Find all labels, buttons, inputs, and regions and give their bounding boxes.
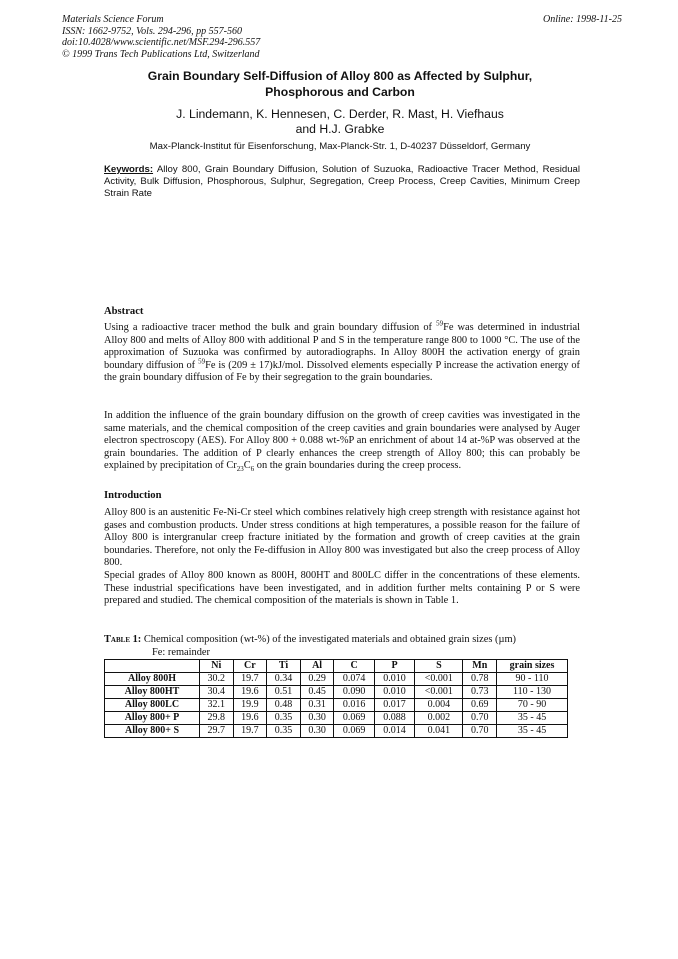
abstract-p1-text-c: Fe is (209 ± 17)kJ/mol. Dissolved elements especially P increase the activation energy of the grain boundary diffusion of Fe by their segregation to the grain boundaries.	[104, 359, 580, 383]
abstract-paragraph-2	[104, 410, 580, 473]
journal-name: Materials Science Forum	[62, 14, 164, 25]
table-header-cell: Ti	[267, 660, 301, 673]
table-header-cell: Al	[300, 660, 334, 673]
table-cell: 0.30	[300, 712, 334, 725]
table-cell: 0.29	[300, 673, 334, 686]
table-header-cell: Mn	[463, 660, 497, 673]
table-cell: 0.088	[374, 712, 414, 725]
keywords-label: Keywords:	[104, 164, 154, 175]
table-cell: 0.041	[415, 725, 463, 738]
table-cell: 110 - 130	[497, 686, 568, 699]
table-row	[105, 725, 568, 738]
abstract-p1-text-b: Fe was determined in industrial Alloy 800 and melts of Alloy 800 with additional P and S in the temperature range 800 to 1000 °C. The use of the approximation of Suzuoka was confirmed by autoradiographs. In Alloy 800H the activation energy of grain boundary diffusion of	[104, 322, 581, 371]
abstract-paragraph-1	[104, 319, 581, 385]
table-header-row	[105, 660, 568, 673]
table-cell: 0.014	[374, 725, 414, 738]
table-cell: 0.017	[374, 699, 414, 712]
author-list	[80, 107, 600, 137]
table-cell: 0.074	[334, 673, 374, 686]
table-header-cell	[105, 660, 200, 673]
table-cell: 30.4	[200, 686, 234, 699]
table-cell: 0.069	[334, 712, 374, 725]
table-cell: 0.73	[463, 686, 497, 699]
table-cell: 0.69	[463, 699, 497, 712]
title-line-2: Phosphorous and Carbon	[265, 84, 415, 99]
table-cell: 0.70	[463, 712, 497, 725]
table-row-label: Alloy 800+ P	[105, 712, 200, 725]
table-cell: 35 - 45	[497, 725, 568, 738]
table-row-label: Alloy 800LC	[105, 699, 200, 712]
table-cell: 0.090	[334, 686, 374, 699]
table-cell: 0.35	[267, 712, 301, 725]
introduction-paragraph-1: Alloy 800 is an austenitic Fe-Ni-Cr steel which combines relatively high creep strength with resistance against hot gases and combustion products. Under stress conditions at high temperatures, a possible reason for the failure of Alloy 800 is intergranular creep fracture initiated by the formation and growth of creep cavities at the grain boundaries. Therefore, not only the Fe-diffusion in Alloy 800 was investigated but also the creep process of Alloy 800.	[104, 507, 580, 568]
composition-table	[104, 659, 568, 738]
copyright-line: © 1999 Trans Tech Publications Ltd, Switzerland	[62, 48, 260, 60]
table-cell: 0.010	[374, 686, 414, 699]
paper-title	[80, 69, 600, 100]
table-row-label: Alloy 800H	[105, 673, 200, 686]
abstract-heading: Abstract	[104, 306, 144, 317]
table-cell: <0.001	[415, 686, 463, 699]
table-header-cell: Ni	[200, 660, 234, 673]
table-cell: 70 - 90	[497, 699, 568, 712]
table-cell: 0.30	[300, 725, 334, 738]
abstract-p2-text-a: In addition the influence of the grain boundary diffusion on the growth of creep cavities was investigated in the same materials, and the chemical composition of the creep cavities and grain boundaries were analysed by Auger electron spectroscopy (AES). For Alloy 800 + 0.088 wt-%P an enrichment of about 14 at-%P was observed at the grain boundaries. The addition of P clearly enhances the creep strength of Alloy 800; this can probably be explained by precipitation of Cr	[104, 410, 580, 471]
table-row	[105, 712, 568, 725]
table-caption	[104, 634, 584, 659]
table-cell: 0.78	[463, 673, 497, 686]
abstract-p2-text-b: on the grain boundaries during the creep process.	[254, 460, 462, 471]
table-caption-text: Chemical composition (wt-%) of the investigated materials and obtained grain sizes (µm)	[141, 634, 516, 645]
abstract-p1-text-a: Using a radioactive tracer method the bulk and grain boundary diffusion of	[104, 322, 437, 333]
table-row	[105, 673, 568, 686]
table-header-cell: S	[415, 660, 463, 673]
online-date: Online: 1998-11-25	[543, 14, 622, 25]
table-cell: 19.6	[233, 686, 267, 699]
title-line-1: Grain Boundary Self-Diffusion of Alloy 800 as Affected by Sulphur,	[147, 69, 533, 83]
table-cell: 0.34	[267, 673, 301, 686]
table-row	[105, 699, 568, 712]
affiliation: Max-Planck-Institut für Eisenforschung, Max-Planck-Str. 1, D-40237 Düsseldorf, Germany	[149, 141, 531, 152]
table-cell: 0.002	[415, 712, 463, 725]
table-cell: 19.7	[233, 673, 267, 686]
table-cell: 0.51	[267, 686, 301, 699]
carbide-symbol: C	[243, 460, 251, 471]
introduction-paragraph-2: Special grades of Alloy 800 known as 800H, 800HT and 800LC differ in the concentrations of these elements. These industrial specifications have been investigated, and in addition further melts containing P or S were prepared and studied. The chemical composition of the materials is shown in Table 1.	[104, 570, 580, 606]
table-cell: 90 - 110	[497, 673, 568, 686]
publication-meta	[62, 14, 622, 60]
table-cell: 19.6	[233, 712, 267, 725]
table-cell: 29.7	[200, 725, 234, 738]
table-cell: 0.35	[267, 725, 301, 738]
table-cell: 19.7	[233, 725, 267, 738]
table-cell: 0.010	[374, 673, 414, 686]
isotope-superscript: 59	[198, 357, 206, 366]
table-cell: 0.70	[463, 725, 497, 738]
table-cell: 0.45	[300, 686, 334, 699]
table-cell: 0.31	[300, 699, 334, 712]
keywords-block	[104, 164, 580, 200]
introduction-heading: Introduction	[104, 490, 162, 501]
table-header-cell: Cr	[233, 660, 267, 673]
table-cell: 0.48	[267, 699, 301, 712]
table-caption-subtitle: Fe: remainder	[152, 646, 210, 658]
table-cell: 30.2	[200, 673, 234, 686]
carbide-subscript: 23	[236, 465, 244, 474]
table-cell: 0.004	[415, 699, 463, 712]
issn-line: ISSN: 1662-9752, Vols. 294-296, pp 557-560	[62, 25, 242, 37]
table-caption-label: Table 1:	[104, 634, 142, 645]
table-cell: 32.1	[200, 699, 234, 712]
carbide-subscript: 6	[250, 465, 255, 474]
authors-line-2: and H.J. Grabke	[295, 122, 385, 136]
table-cell: 35 - 45	[497, 712, 568, 725]
isotope-superscript: 59	[436, 319, 444, 328]
authors-line-1: J. Lindemann, K. Hennesen, C. Derder, R. Mast, H. Viefhaus	[176, 107, 504, 121]
table-row-label: Alloy 800+ S	[105, 725, 200, 738]
table-cell: 0.069	[334, 725, 374, 738]
keywords-text: Alloy 800, Grain Boundary Diffusion, Solution of Suzuoka, Radioactive Tracer Method, Residual Activity, Bulk Diffusion, Phosphorous, Sulphur, Segregation, Creep Process, Creep Cavities, Minimum Creep Strain Rate	[104, 164, 580, 199]
table-row	[105, 686, 568, 699]
table-header-cell: grain sizes	[497, 660, 568, 673]
table-cell: <0.001	[415, 673, 463, 686]
doi-line: doi:10.4028/www.scientific.net/MSF.294-296.557	[62, 37, 261, 49]
table-cell: 0.016	[334, 699, 374, 712]
table-header-cell: P	[374, 660, 414, 673]
table-row-label: Alloy 800HT	[105, 686, 200, 699]
table-header-cell: C	[334, 660, 374, 673]
table-cell: 19.9	[233, 699, 267, 712]
table-cell: 29.8	[200, 712, 234, 725]
